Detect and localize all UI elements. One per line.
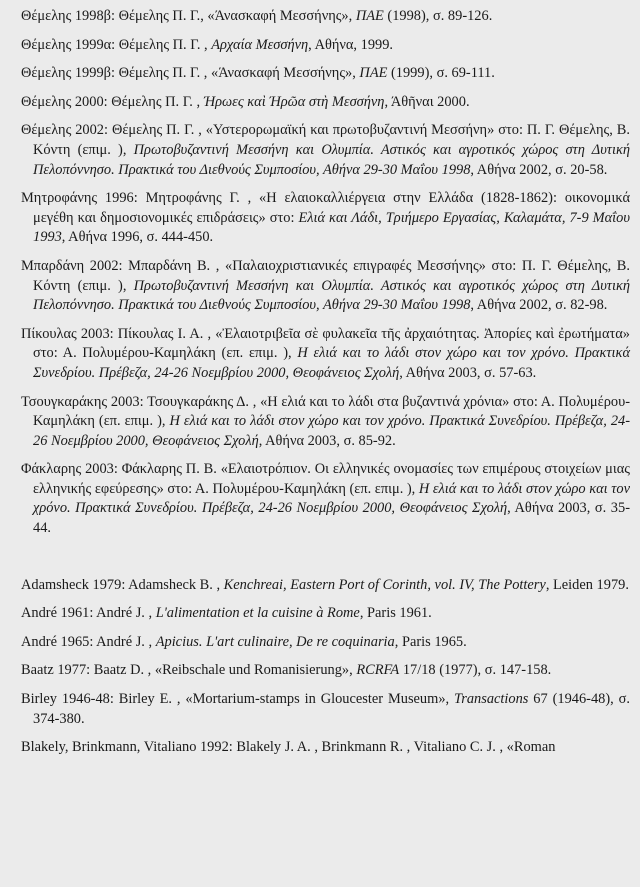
entry-title-italic: ΠΑΕ xyxy=(359,65,388,82)
bibliography-entry xyxy=(21,661,630,681)
entry-text: , Άθῆναι 2000. xyxy=(384,93,470,110)
entry-text: , Paris 1961. xyxy=(359,605,432,622)
entry-text: , Leiden 1979. xyxy=(545,576,629,593)
entry-title-italic: Πρωτοβυζαντινή Μεσσήνη και Ολυμπία. Αστικός και αγροτικός χώρος στη Δυτική Πελοπόννησο. Πρακτικά του Διεθνούς Συμποσίου, Αθήνα 29-30 Μαΐου 1998 xyxy=(33,141,630,178)
entry-text: , Paris 1965. xyxy=(394,633,467,650)
entry-text: Θέμελης 2002: Θέμελης Π. Γ. , «Υστερορωμαϊκή και πρωτοβυζαντινή Μεσσήνη» στο: Π. Γ. Θέμελης, Β. Κόντη (επιμ. ), xyxy=(21,122,630,158)
bibliography-entry xyxy=(21,257,630,316)
entry-text: Θέμελης 1998β: Θέμελης Π. Γ., «Άνασκαφή Μεσσήνης», xyxy=(21,8,356,24)
entry-text: , Αθήνα, 1999. xyxy=(308,36,394,53)
entry-text: Φάκλαρης 2003: Φάκλαρης Π. Β. «Ελαιοτρόπιον. Οι ελληνικές ονομασίες των επιμέρους στοιχείων μιας ελληνικής εφεύρεσης» στο: Α. Πολυμέρου-Καμηλάκη (επ. επιμ. ), xyxy=(21,461,630,497)
bibliography-entry xyxy=(21,7,630,27)
bibliography-entry xyxy=(21,64,630,84)
entry-text: , Αθήνα 2003, σ. 35-44. xyxy=(33,500,630,537)
entry-text: Birley 1946-48: Birley E. , «Mortarium-stamps in Gloucester Museum», xyxy=(21,691,455,708)
bibliography-entry xyxy=(21,393,630,452)
entry-title-italic: Η ελιά και το λάδι στον χώρο και τον χρόνο. Πρακτικά Συνεδρίου. Πρέβεζα, 24-26 Νοεμβρίου 2000, Θεοφάνειος Σχολή xyxy=(33,345,630,381)
entry-text: , Αθήνα 1996, σ. 444-450. xyxy=(61,229,214,246)
entry-text: Adamsheck 1979: Adamsheck B. , xyxy=(21,576,224,593)
greek-bibliography-list xyxy=(21,7,630,539)
entry-title-italic: RCRFA xyxy=(356,662,400,679)
bibliography-entry xyxy=(21,576,630,596)
entry-text: Θέμελης 1999β: Θέμελης Π. Γ. , «Άνασκαφή Μεσσήνης», xyxy=(21,65,360,82)
entry-text: 17/18 (1977), σ. 147-158. xyxy=(399,662,552,679)
entry-title-italic: Kenchreai, Eastern Port of Corinth, vol. IV, The Pottery xyxy=(223,576,546,593)
section-gap xyxy=(21,548,630,576)
bibliography-entry xyxy=(21,604,630,624)
bibliography-entry xyxy=(21,189,630,248)
entry-title-italic: Η ελιά και το λάδι στον χώρο και τον χρόνο. Πρακτικά Συνεδρίου. Πρέβεζα, 24-26 Νοεμβρίου 2000, Θεοφάνειος Σχολή xyxy=(33,413,631,449)
entry-text: Blakely, Brinkmann, Vitaliano 1992: Blakely J. A. , Brinkmann R. , Vitaliano C. J. , «Roman xyxy=(21,739,556,756)
bibliography-entry xyxy=(21,36,630,56)
entry-text: Baatz 1977: Baatz D. , «Reibschale und Romanisierung», xyxy=(21,662,357,679)
bibliography-entry xyxy=(21,738,630,758)
entry-text: Μητροφάνης 1996: Μητροφάνης Γ. , «Η ελαιοκαλλιέργεια στην Ελλάδα (1828-1862): οικονομικά μεγέθη και δημοσιονομικές επιδράσεις» στο: xyxy=(21,190,630,226)
entry-text: Πίκουλας 2003: Πίκουλας Ι. Α. , «Ἐλαιοτριβεῖα σὲ φυλακεῖα τῆς ἀρχαιότητας. Ἀπορίες καὶ ἐρωτήματα» στο: Α. Πολυμέρου-Καμηλάκη (επ. επιμ. ), xyxy=(21,325,630,362)
entry-title-italic: Apicius. L'art culinaire, De re coquinaria xyxy=(155,633,395,650)
bibliography-entry xyxy=(21,325,630,384)
bibliography-entry xyxy=(21,633,630,653)
entry-title-italic: Transactions xyxy=(454,691,529,708)
entry-text: Τσουγκαράκης 2003: Τσουγκαράκης Δ. , «Η ελιά και το λάδι στα βυζαντινά χρόνια» στο: Α. Πολυμέρου-Καμηλάκη (επ. επιμ. ), xyxy=(21,393,630,430)
latin-bibliography-list xyxy=(21,576,630,758)
entry-text: , Αθήνα 2003, σ. 57-63. xyxy=(399,364,537,381)
entry-title-italic: Η ελιά και το λάδι στον χώρο και τον χρόνο. Πρακτικά Συνεδρίου. Πρέβεζα, 24-26 Νοεμβρίου 2000, Θεοφάνειος Σχολή xyxy=(33,480,630,517)
bibliography-entry xyxy=(21,460,630,538)
bibliography-entry xyxy=(21,121,630,180)
entry-text: Θέμελης 1999α: Θέμελης Π. Γ. , xyxy=(21,36,212,53)
entry-text: Μπαρδάνη 2002: Μπαρδάνη Β. , «Παλαιοχριστιανικές επιγραφές Μεσσήνης» στο: Π. Γ. Θέμελης, Β. Κόντη (επιμ. ), xyxy=(21,257,630,294)
entry-text: , Αθήνα 2003, σ. 85-92. xyxy=(258,432,396,449)
entry-text: André 1965: André J. , xyxy=(21,633,156,650)
entry-title-italic: ΠΑΕ xyxy=(355,8,384,24)
entry-text: , Αθήνα 2002, σ. 20-58. xyxy=(470,161,608,178)
entry-title-italic: Πρωτοβυζαντινή Μεσσήνη και Ολυμπία. Αστικός και αγροτικός χώρος στη Δυτική Πελοπόννησο. Πρακτικά του Διεθνούς Συμποσίου, Αθήνα 29-30 Μαΐου 1998 xyxy=(33,277,630,314)
entry-text: 67 (1946-48), σ. 374-380. xyxy=(33,691,631,727)
entry-text: (1998), σ. 89-126. xyxy=(383,8,493,24)
entry-title-italic: Ήρωες καὶ Ήρῶα στὴ Μεσσήνη xyxy=(203,93,385,110)
bibliography-entry xyxy=(21,93,630,113)
entry-title-italic: Αρχαία Μεσσήνη xyxy=(211,36,309,53)
entry-text: André 1961: André J. , xyxy=(21,605,156,622)
entry-text: Θέμελης 2000: Θέμελης Π. Γ. , xyxy=(21,93,204,110)
entry-title-italic: Ελιά και Λάδι, Τριήμερο Εργασίας, Καλαμάτα, 7-9 Μαΐου 1993 xyxy=(33,209,630,246)
bibliography-entry xyxy=(21,690,630,729)
entry-text: , Αθήνα 2002, σ. 82-98. xyxy=(470,297,608,314)
entry-title-italic: L'alimentation et la cuisine à Rome xyxy=(155,605,360,622)
entry-text: (1999), σ. 69-111. xyxy=(387,65,495,82)
